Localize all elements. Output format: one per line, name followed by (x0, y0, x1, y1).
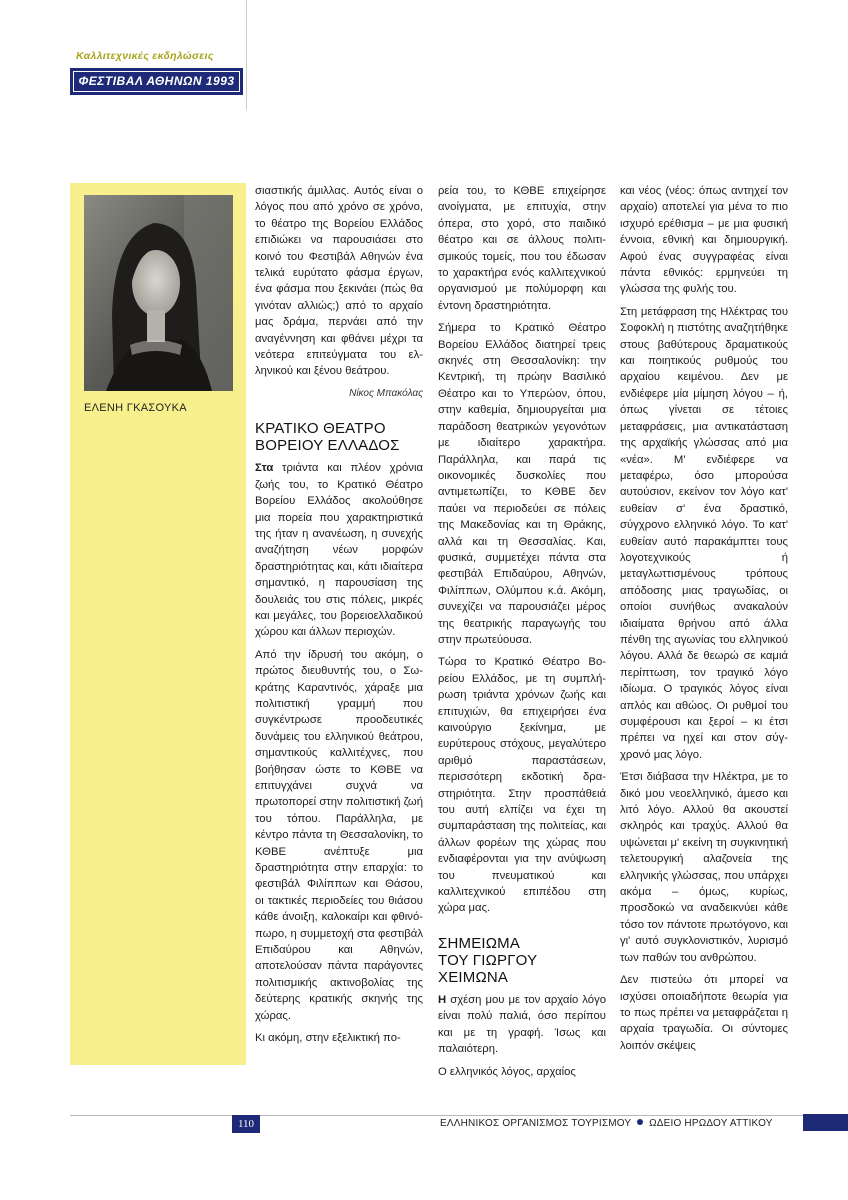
section-heading (438, 935, 606, 986)
festival-banner (70, 68, 243, 95)
paragraph: Από την ίδρυσή του ακόμη, ο πρώτος διευθυντής του, ο Σωκράτης Καραντινός, χάραξε μια πολιτιστική γραμμή που συγκέντρωσε προοδευτικές δυνάμεις του ελληνικού θεάτρου, σημαντικούς καλλιτέχνες, που βοήθησαν ώστε το ΚΘΒΕ να επιτυγχάνει συχνά να πρωτοπορεί στην πολιτιστική ζωή του τόπου. Παράλληλα, με κέντρο πάντα τη Θεσσαλονίκη, το ΚΘΒΕ ανέπτυξε μια δραστηριότητα στην επαρχία: το φεστιβάλ Φιλίππων και Θάσου, οι τακτικές περιοδείες του θιάσου κάθε άνοιξη, καλοκαίρι και φθινόπωρο, η συμμετοχή στα φεστιβάλ Επιδαύρου και Αθηνών, αποτελούσαν πάντα παράγοντες πολιτισμικής ακτινοβολίας της δεύτερης κρατικής σκηνής της χώρας. (255, 648, 424, 1022)
footer-bar (803, 1114, 848, 1131)
portrait-photo (84, 195, 233, 391)
paragraph-text: τριάντα και πλέον χρόνια ζωής του, το Κρατικό Θέατρο Βορείου Ελλάδος ακολούθησε μια πορεία που χαρακτηριστικά της ήταν η ανανέωση, η συνεχής αναζήτηση νέων μορφών δραστηριότητας και, κάτι ιδιαίτερα σημαντικό, η παρουσίαση της δουλειάς του στις πόλεις, μικρές και μεγάλες, του βορειοελλαδικού χώρου και άλλων περιοχών. (255, 462, 423, 639)
paragraph-text: σχέση μου με τον αρχαίο λόγο είναι πολύ παλιά, όσο περίπου και με τη γραφή. Ίσως και παλαιότερη. (438, 993, 606, 1056)
heading-line: ΣΗΜΕΙΩΜΑ (438, 934, 521, 952)
paragraph: Έτσι διάβασα την Ηλέκτρα, με το δικό μου νεοελληνικό, άμεσο και λιτό λόγο. Αλλού θα ακουστεί σκληρός και τραχύς. Αλλού θα υψώνεται μ' εκείνη τη συγκινητική τελετουργική αλαζονεία της ελληνικής γλώσσας, που υπάρχει ακόμα – όμως, κυρίως, προσδοκώ να αναδεικνύει κάθε τόσο τον πάντοτε πρωτόγονο, και γι' αυτό συγκλονιστικόν, λυρισμό των παθών του ανθρώπου. (620, 771, 788, 964)
portrait-image (84, 195, 233, 391)
heading-line: ΒΟΡΕΙΟΥ ΕΛΛΑΔΟΣ (255, 437, 400, 455)
header-divider (246, 0, 247, 110)
lead-word: Η (438, 993, 447, 1006)
footer-right-text: ΩΔΕΙΟ ΗΡΩΔΟΥ ΑΤΤΙΚΟΥ (649, 1118, 773, 1129)
paragraph (438, 992, 606, 1058)
paragraph: σιαστικής άμιλλας. Αυτός είναι ο λόγος που από χρόνο σε χρόνο, το θέατρο της Βορείου Ελλάδος επιδιώκει να παρουσιάσει στο κοινό του Φεστιβάλ Αθηνών ένα τελικά ευρύτατο φάσμα έργων, ένα φάσμα που ξεκινάει (πώς θα γινόταν αλλιώς;) από το αρχαίο μας δράμα, περνάει από την αναγέννηση και φθάνει μέχρι τα νεότερα επιτεύγματα του ελληνικού και ξένου θεάτρου. (255, 185, 423, 378)
paragraph: Δεν πιστεύω ότι μπορεί να ισχύσει οποιαδήποτε θεωρία για το πως πρέπει να μεταφράζεται η αρχαία τραγωδία. Οι σύντομες λοιπόν σκέψεις (620, 974, 788, 1052)
paragraph: ρεία του, το ΚΘΒΕ επιχείρησε ανοίγματα, με επιτυχία, στην όπερα, στο χορό, στο παιδικό θέατρο και σε άλλους πολιτισμικούς τομείς, που του έδωσαν το χαρακτήρα ενός καλλιτεχνικού οργανισμού με πολύμορφη και έντονη δραστηριότητα. (438, 185, 606, 312)
text-column-3 (620, 183, 788, 1060)
bullet-icon (637, 1119, 643, 1125)
paragraph: Στη μετάφραση της Ηλέκτρας του Σοφοκλή η πιστότης αναζητήθηκε στους βαθύτερους δραματικούς και ποιητικούς ρυθμούς του αρχαίου κειμένου. Δεν με ενδιέφερε μία μίμηση λόγου – ή, όπως γίνεται σε τέτοιες μεταφράσεις, μια αντικατάσταση της αρχαϊκής γλώσσας από μια «νέα». Μ' ενδιέφερε να μεταφέρω, όσο μπορούσα αυτούσιον, εκείνον τον λόγο κατ' ευθείαν σ' ένα δραστικό, σύγχρονο ελληνικό λόγο. Το κατ' ευθείαν αυτό παρακάμπτει τους λογοτεχνικούς ή μεταγλωττισμένους τρόπους απόδοσης μιας τραγωδίας, οι οποίοι συνήθως ανακαλούν ιδιαίματα θρήνου από άλλα πένθη της αγωνίας του ελληνικού λόγου. Αλλά δε θεωρώ σε καμιά περίπτωση, τον τραγικό λόγο ιδίωμα. Ο τραγικός λόγος είναι απλός και αθώος. Οι ρυθμοί του συμφέρουσι και ξεροί – κι έτσι πρέπει να ηχεί και στον σύγχρονό μας λόγο. (620, 305, 788, 761)
page-number: 110 (232, 1115, 260, 1133)
heading-line: ΤΟΥ ΓΙΩΡΓΟΥ ΧΕΙΜΩΝΑ (438, 951, 538, 986)
author-signature: Νίκος Μπακόλας (349, 387, 423, 399)
section-heading (255, 420, 423, 454)
paragraph: Κι ακόμη, στην εξελικτική πο- (255, 1032, 401, 1045)
paragraph: και νέος (νέος: όπως αντηχεί τον αρχαίο) αποτελεί για μένα το πιο ισχυρό ερέθισμα – με μια φυσική έννοια, εθνική και δημιουργική. Αφού ένας συγγραφέας είναι πάντα εθνικός: ερμηνεύει τη γλώσσα της φυλής του. (620, 185, 788, 296)
photo-caption: ΕΛΕΝΗ ΓΚΑΣΟΥΚΑ (84, 402, 187, 414)
paragraph (255, 460, 423, 640)
text-column-1 (255, 183, 423, 1053)
festival-title: ΦΕΣΤΙΒΑΛ ΑΘΗΝΩΝ 1993 (73, 71, 240, 92)
paragraph: Ο ελληνικός λόγος, αρχαίος (438, 1065, 576, 1078)
paragraph: Σήμερα το Κρατικό Θέατρο Βορείου Ελλάδος διατηρεί τρεις σκηνές στη Θεσσαλονίκη: την Κεντρική, τη πρώην Βασιλικό Θέατρο και το Υπερώον, όπου, στην καθεμία, δημιουργείται μια παράδοση θεατρικών γεγονότων με ιδιαίτερο χαρακτήρα. Παράλληλα, και παρά τις οικονομικές δυσκολίες που αντιμετωπίζει, το ΚΘΒΕ δεν παύει να περιοδεύει σε πόλεις της Μακεδονίας και τη Θράκης, αλλά και τη Θεσσαλίας. Και, φυσικά, συμμετέχει πάντα στα φεστιβάλ Επιδαύρου, Αθηνών, Φιλίππων, Ολύμπου κ.ά. Ακόμη, συνεχίζει να παρουσιάζει μέρος της θεατρικής παραγωγής του στην πρωτεύουσα. (438, 322, 606, 646)
paragraph: Τώρα το Κρατικό Θέατρο Βορείου Ελλάδος, με τη συμπλήρωση τριάντα χρόνων ζωής και επιτυχιών, θα επιχειρήσει ένα καινούργιο ξεκίνημα, με ευρύτερους στόχους, μεγαλύτερο αριθμό παραστάσεων, περισσότερη εκδοτική δραστηριότητα. Στην προσπάθειά του αυτή ελπίζει να έχει τη συμπαράσταση της πολιτείας, και άλλων φορέων της χώρας που ενδιαφέρονται για την ανύψωση του πνευματικού και καλλιτεχνικού επιπέδου στη χώρα μας. (438, 656, 606, 915)
text-column-2 (438, 183, 606, 1086)
footer-credits (440, 1118, 795, 1129)
heading-line: ΚΡΑΤΙΚΟ ΘΕΑΤΡΟ (255, 420, 386, 438)
lead-word: Στα (255, 462, 274, 475)
footer-rule (70, 1115, 848, 1116)
footer-left-text: ΕΛΛΗΝΙΚΟΣ ΟΡΓΑΝΙΣΜΟΣ ΤΟΥΡΙΣΜΟΥ (440, 1118, 632, 1129)
section-label: Καλλιτεχνικές εκδηλώσεις (76, 50, 214, 62)
